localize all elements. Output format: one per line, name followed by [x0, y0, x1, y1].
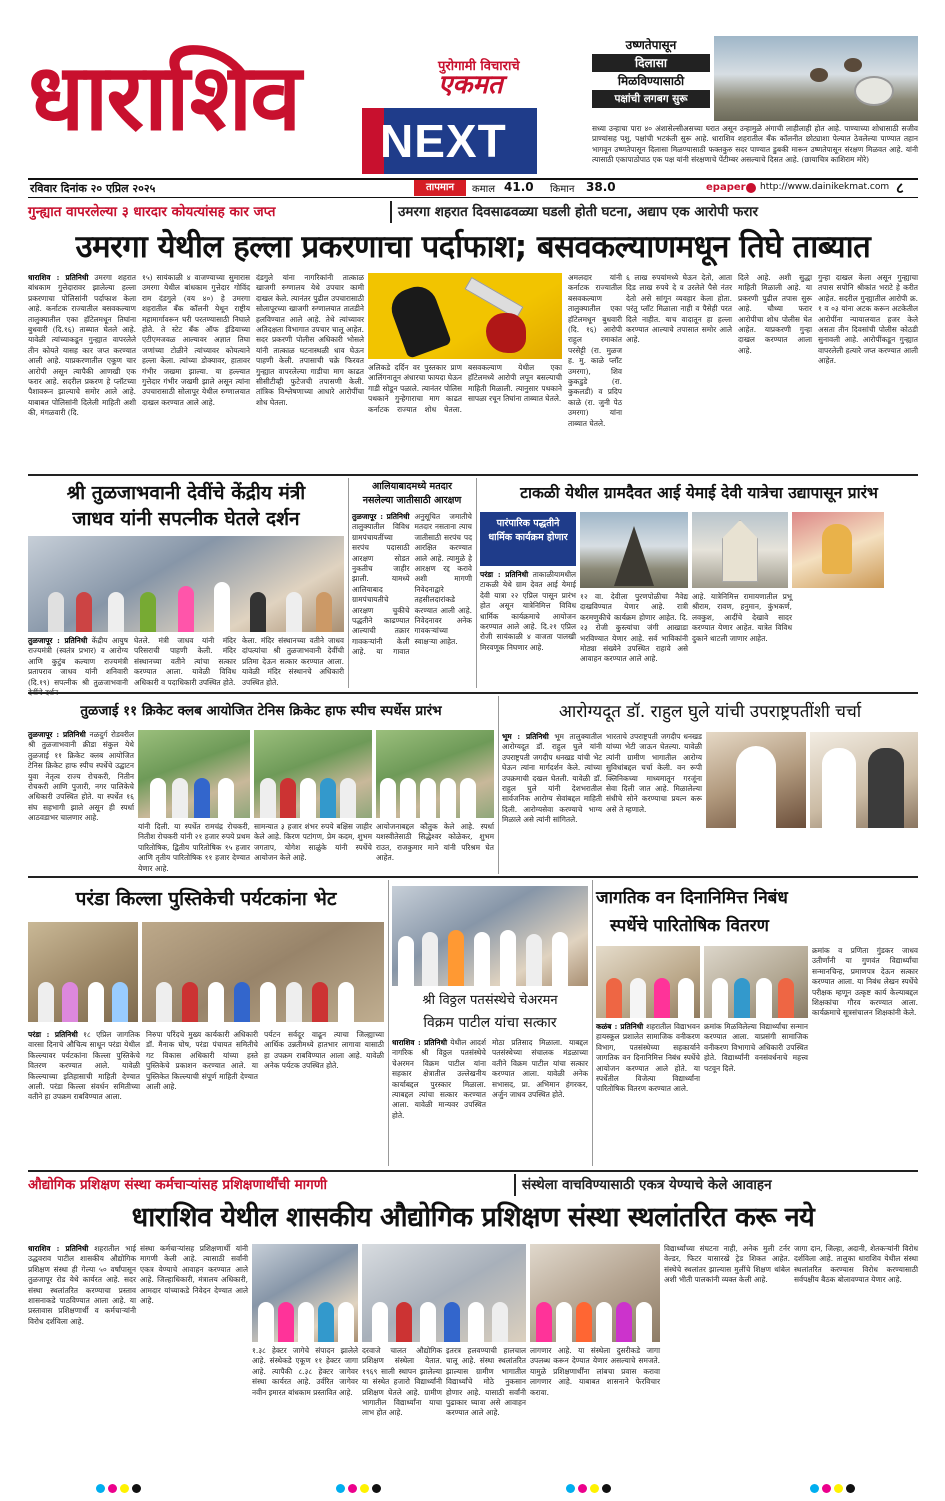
heat-box-title-3: मिळविण्यासाठी: [617, 74, 685, 88]
lead-col-2: १५) सायंकाळी ४ वाजण्याच्या सुमारास उमरगा येथील बांधकाम गुत्तेदार गोविंद राम दंडगुले (वय ४०) हे उमरगा शहरातील बँक कॉलनी येथून राष्ट्रीय महामार्गावरून घरी परतण्यासाठी निघाले होते. ते स्टेट बँक ऑफ इंडियाच्या एटीएमजवळ आल्यावर अज्ञात तिघा जणांच्या टोळीने त्यांच्यावर कोयत्याने हल्ला केला. त्यांच्या डोक्यावर, हातावर गंभीर जखमा झाल्या. या हल्ल्यात गुत्तेदार गंभीर जखमी झाले असून त्यांना उपचारासाठी सोलापूर येथील रुग्णालयात दाखल करण्यात आले आहे.: [142, 273, 250, 407]
lead-col-4: अलिकडे दर्दिन वर पुस्तकार प्राण आलिंगनातून अंधारचा फायदा घेऊन गाडी सोडून पळाले. त्यानंतर पोलिस पथकाने गुन्हेगाराचा माग काढत कर्नाटक राज्यात शोध घेतला. बसवकल्याण येथील एका हॉटेलमध्ये आरोपी लपून बसल्याची माहिती मिळाली. त्यानुसार पथकाने सापळा रचून तिघांना ताब्यात घेतले.: [368, 363, 562, 414]
iti-col-3: १.३८ हेक्टर जागेचे संपादन झालेले आहे. संस्थेकडे एकूण ११ हेक्टर जागा आहे. त्यापैकी ८.३८ हेक्टर जागेवर संस्था कार्यरत आहे. उर्वरित जागेवर नवीन इमारत बांधकाम प्रस्तावित आहे.: [252, 1346, 358, 1397]
vitthal-headline-2: विक्रम पाटील यांचा सत्कार: [423, 1015, 557, 1031]
cricket-col-1: तुळजापूर : प्रतिनिधी नळदुर्ग रोडवरील श्री तुळजाभवानी क्रीडा संकुल येथे तुळजाई ११ क्रिकेट क्लब आयोजित टेनिस क्रिकेट हाफ स्पीच स्पर्धेचे उद्घाटन युवा नेतृत्व राज्य रोचकरी, नितीन रोचकरी आणि पुजारी, नगर पालिकेचे अधिकारी उपस्थित होते. या स्पर्धेत १६ संघ सहभागी झाले असून ही स्पर्धा आठवडाभर चालणार आहे.: [28, 730, 134, 823]
takali-box-text: पारंपारिक पद्धतीने धार्मिक कार्यक्रम होणार: [488, 518, 568, 543]
lead-col-8: गुन्हा दाखल केला असून गुन्ह्याचा तपास सपोनि श्रीकांत भराटे हे करीत आहेत. सदरील गुन्ह्यातील आरोपी क्र. १ व ०३ यांना अटक करून अटकेतील आरोपींना न्यायालयात हजर केले असता तीन दिवसांची पोलीस कोठडी सुनावली आहे. आरोपींकडून गुन्ह्यात वापरलेली हत्यारे जप्त करण्यात आली आहेत.: [818, 273, 918, 366]
next-label: NEXT: [380, 115, 507, 167]
iti-col-7: विद्यार्थ्यांच्या संघटना नाही, अनेक मुली टर्नर वेल्डर, फिटर यासारखे ट्रेड शिकत आहेत. संस्थेचे स्थलांतर झाल्यास मुलींचे शिक्षण थांबेल अशी भीती पालकांनी व्यक्त केली आहे.: [664, 1244, 790, 1285]
story-takali: [480, 478, 918, 690]
van-col-3: क्रमांक व प्रणिता गुंडकर जाधव उतीर्णांनी या गुणवंत विद्यार्थ्यांचा सन्मानचिन्ह, प्रमाणपत्र देऊन सत्कार करण्यात आला. या निबंध लेखन स्पर्धेचे परीक्षक म्हणून उत्कृष्ट कार्य केल्याबद्दल शिक्षकांचा गौरव करण्यात आला. कार्यक्रमाचे सूत्रसंचालन शिक्षकांनी केले.: [812, 946, 918, 1018]
cricket-headline: तुळजाई ११ क्रिकेट क्लब आयोजित टेनिस क्रिकेट हाफ स्पीच स्पर्धेस प्रारंभ: [80, 703, 442, 719]
van-headline-1: जागतिक वन दिनानिमित्त निबंध: [596, 888, 788, 908]
tuljabhavani-col-3: केला. मंदिर संस्थानच्या वतीने जाधव दांपत्यांचा श्री तुळजाभवानी देवींची प्रतिमा देऊन सत्कार करण्यात आला. यावेळी मंदिर संस्थानचे अधिकारी उपस्थित होते.: [242, 636, 344, 687]
takali-col-1: परंडा : प्रतिनिधी ताकाळीयामधील टाकळी येथे ग्राम देवत आई येमाई देवी यात्रा २२ एप्रिल पासून प्रारंभ होत असून यात्रेनिमित्त विविध धार्मिक कार्यक्रमाचे आयोजन करण्यात आले आहे. दि.२१ एप्रिल रोजी सायंकाळी ४ वाजता पालखी मिरवणूक निघणार आहे.: [480, 570, 576, 652]
temp-label: तापमान: [414, 180, 466, 196]
temp-min-label: किमान: [550, 184, 575, 195]
cricket-col-2: यांनी दिली. या स्पर्धेत रामचंद्र रोचकरी, नितीश रोचकरी यांनी २१ हजार रुपये प्रथम पारितोषिक, द्वितीय पारितोषिक १५ हजार आणि तृतीय पारितोषिक ११ हजार देण्यात येणार आहे.: [138, 822, 251, 873]
ghule-headline: आरोग्यदूत डॉ. राहुल घुले यांची उपराष्ट्रपतींशी चर्चा: [558, 702, 862, 722]
lead-col-3: दंडगुले यांना नागरिकांनी तात्काळ खाजगी रुग्णालय येथे उपचार कामी दाखल केले. त्यानंतर पुढील उपचारासाठी सोलापूरच्या खाजगी रुग्णालयात तातडीने हलविण्यात आले आहे. तेथे त्यांच्यावर अतिदक्षता विभागात उपचार चालू आहेत. सदर प्रकरणी पोलीस अधिकारी भोसले यांनी तात्काळ घटनास्थळी धाव घेऊन पाहणी केली. तपासाची चक्रे फिरवत गुन्ह्यात वापरलेल्या गाडीचा माग काढत सीसीटीव्ही फुटेजची तपासणी केली. तांत्रिक विश्लेषणाच्या आधारे आरोपींचा शोध घेतला.: [256, 273, 364, 407]
epaper-label: epaper: [706, 182, 746, 193]
takali-col-2: १२ वा. देवीला पुरणपोळीचा नैवेद्य दाखविण्यात येणार आहे. रात्री करमणुकीचे कार्यक्रम होणार आहेत. दि. २३ रोजी कुस्त्यांचा जंगी आखाडा भरविण्यात येणार आहे. सर्व भाविकांनी मोठ्या संख्येने उपस्थित राहावे असे आवाहन करण्यात आले आहे.: [580, 592, 688, 664]
van-col-2: क्रमांक मिळविलेल्या विद्यार्थ्यांचा सन्मान करण्यात आला. याप्रसंगी सामाजिक वनीकरण विभागाचे अधिकारी उपस्थित होते. विद्यार्थ्यांनी वनसंवर्धनाचे महत्त्व पटवून दिले.: [704, 1022, 808, 1073]
page-number: ८: [896, 179, 904, 197]
iti-col-8: जागा दान, जिल्हा, अदानी, शेतकऱ्यांनी विरोध दर्शविला आहे. तालुका धाराशिव येथील संस्था स्थलांतरित करण्यास विरोध करण्यासाठी सर्वपक्षीय बैठक बोलावण्यात येणार आहे.: [794, 1244, 918, 1285]
lead-headline: उमरगा येथील हल्ला प्रकरणाचा पर्दाफाश; बसवकल्याणमधून तिघे ताब्यात: [75, 229, 871, 265]
iti-photo-2: [362, 1244, 526, 1342]
paranda-col-3: पर्यटन सर्वदूर वाढून त्याचा जिल्ह्याच्या आर्थिक उन्नतीमध्ये हातभार लागावा यासाठी हा उपक्रम राबविण्यात आला आहे. यावेळी अनेक पर्यटक उपस्थित होते.: [264, 1030, 384, 1071]
reservation-headline-2: नसलेल्या जातीसाठी आरक्षण: [362, 495, 462, 506]
takali-col-4-visible: [796, 592, 884, 688]
lead-col-7: दिले आहे. अशी सुद्धा माहिती मिळाली आहे. या प्रकरणी पुढील तपास सुरू आहे. चौथ्या फरार आरोपीचा शोध पोलीस घेत आहेत. याप्रकरणी गुन्हा दाखल करण्यात आला आहे.: [738, 273, 812, 355]
iti-col-1: धाराशिव : प्रतिनिधी शहरातील भाई उद्धवराव पाटील शासकीय औद्योगिक प्रशिक्षण संस्था ही गेल्या ५० वर्षांपासून तुळजापूर रोड येथे कार्यरत आहे. सदर संस्था स्थलांतरित करण्याचा प्रस्ताव शासनाकडे पाठविण्यात आला आहे. या प्रस्तावास प्रशिक्षणार्थी व कर्मचाऱ्यांनी विरोध दर्शविला आहे.: [28, 1244, 136, 1326]
lead-col-1: धाराशिव : प्रतिनिधी उमरगा शहरात बांधकाम गुत्तेदारावर झालेल्या हल्ला प्रकरणाचा पोलिसांनी पर्दाफाश केला आहे. कर्नाटक राज्यातील बसवकल्याण तालुक्यातील एका हॉटेलमधून तिघांना बुधवारी (दि.१६) ताब्यात घेतले आहे. यावेळी त्यांच्याकडून गुन्ह्यात वापरलेले तीन कोयते यासह कार जप्त करण्यात आली आहे. याप्रकरणातील एकूण चार आरोपी असून त्यापैकी आणखी एक फरार आहे. सदरील प्रकरण हे प्लॉटच्या पैशावरून झाल्याचे समोर आले आहे. याबाबत पोलिसांनी दिलेली माहिती अशी की, मंगळवारी (दि.: [28, 273, 136, 418]
masthead-tagline: पुरोगामी विचाराचे: [438, 59, 520, 74]
story-cricket: [28, 696, 494, 874]
takali-headline: टाकळी येथील ग्रामदैवत आई येमाई देवी यात्रेचा उद्यापासून प्रारंभ: [520, 484, 878, 502]
reservation-headline-1: आलियाबादमध्ये मतदार: [371, 481, 453, 492]
masthead: [0, 0, 945, 200]
tuljabhavani-headline-1: श्री तुळजाभवानी देवींचे केंद्रीय मंत्री: [66, 482, 306, 504]
temple-photo-2: [692, 512, 788, 588]
story-reservation: [352, 478, 472, 690]
temp-min: 38.0: [586, 180, 616, 194]
tuljabhavani-col-2: घेतले. मंत्री जाधव यांनी मंदिर परिसराची पाहणी केली. मंदिर संस्थानच्या वतीने त्यांचा सत्कार करण्यात आला. यावेळी विविध अधिकारी व पदाधिकारी उपस्थित होते.: [134, 636, 236, 687]
attack-illustration: [368, 273, 562, 359]
story-ghule: [502, 696, 918, 874]
ghule-photo-1: [706, 732, 806, 828]
cricket-photo-3: [376, 730, 494, 818]
lead-kicker: [28, 201, 918, 223]
cricket-col-4: आयोजनाबद्दल कौतुक केले आहे. स्पर्धा यशस्वीतेसाठी सिद्धेश्वर कोळेकर, शुभम राउत, राजकुमार माने यांनी परिश्रम घेत आहेत.: [376, 822, 494, 863]
ghule-col-1: भूम : प्रतिनिधी भूम तालुक्यातील आरोग्यदूत डॉ. राहुल घुले यांनी उपराष्ट्रपती जगदीप धनखड यांची भेट घेऊन त्यांना मार्गदर्शन केले. त्यांच्या उपक्रमाची दखल घेतली. यावेळी डॉ. राहुल घुले यांनी देशभरातील सार्वजनिक आरोग्य सेवांबद्दल माहिती दिली. आरोग्यसेवा करण्याचे भाग्य मिळाले असे त्यांनी सांगितले.: [502, 732, 602, 825]
date-line: रविवार दिनांक २० एप्रिल २०२५: [30, 182, 156, 195]
takali-col-5: [888, 512, 918, 688]
ghule-col-2: भारताचे उपराष्ट्रपती जगदीप धनखड यांच्या भेटी जाऊन घेतल्या. यावेळी त्यांनी ग्रामीण भागातील आरोग्य सुविधांबद्दल चर्चा केली. वन रूपी क्लिनिकच्या माध्यमातून गरजूंना सेवा दिली जात आहे. मिळालेल्या संधीचे सोने करण्याचा प्रयत्न करू असे ते म्हणाले.: [606, 732, 702, 814]
next-logo: [362, 108, 537, 174]
lead-story: [28, 201, 918, 473]
cricket-col-3: सामन्यात ३ हजार शंभर रुपये बक्षिस जाहीर केले आहे. किरण पटांगण, प्रेम कदम, शुभम जगताप, योगेश साळुंके यांनी स्पर्धेचे आयोजन केले आहे.: [254, 822, 372, 863]
lead-kicker-text: गुन्ह्यात वापरलेल्या ३ धारदार कोयत्यांसह कार जप्त: [28, 204, 276, 220]
paranda-col-1: परंडा : प्रतिनिधी १८ एप्रिल जागतिक वारसा दिनाचे औचित्य साधून परंडा येथील किल्ल्यावर पर्यटकांना किल्ला पुस्तिकेचे वितरण करण्यात आले. यावेळी किल्ल्याच्या इतिहासाची माहिती देण्यात आली. परंडा किल्ला संवर्धन समितीच्या वतीने हा उपक्रम राबविण्यात आला.: [28, 1030, 140, 1102]
iti-col-4: दरवाजे चालत औद्योगिक प्रशिक्षण संस्थेला येतात. १९६९ साली स्थापन झालेल्या या संस्थेत हजारो विद्यार्थ्यांनी प्रशिक्षण घेतले आहे. ग्रामीण भागातील विद्यार्थ्यांना याचा लाभ होत आहे.: [362, 1346, 442, 1418]
story-vitthal: [392, 880, 588, 1168]
tuljabhavani-photo: [28, 536, 344, 632]
iti-kicker: औद्योगिक प्रशिक्षण संस्था कर्मचाऱ्यांसह प्रशिक्षणार्थींची मागणी: [28, 1177, 328, 1193]
paranda-headline: परंडा किल्ला पुस्तिकेची पर्यटकांना भेट: [75, 888, 337, 910]
tuljabhavani-headline-2: जाधव यांनी सपत्नीक घेतले दर्शन: [72, 508, 300, 530]
lead-col-6: ६ लाख रुपयांमध्ये घेऊन देतो, आता दिड लाख रुपये दे व उरलेले पैसे नंतर देतो असे सांगून व्यवहार केला होता. परंतु प्लॉट मिळाला नाही व पैसेही परत दिले नाहीत. याच वादातून हा हल्ला करण्यात आल्याचे तपासात समोर आले आहे.: [626, 273, 732, 345]
website-link[interactable]: http://www.dainikekmat.com: [760, 182, 890, 192]
cricket-photo-1: [138, 730, 250, 818]
takali-box: [480, 512, 576, 566]
story-paranda: [28, 880, 384, 1168]
van-photo-2: [704, 946, 808, 1018]
heat-box-title-1: उष्णतेपासून: [625, 38, 677, 52]
vitthal-col-1: धाराशिव : प्रतिनिधी येथील आदर्श नागरिक श्री विठ्ठल पतसंस्थेचे चेअरमन विक्रम पाटील यांना सहकार क्षेत्रातील उल्लेखनीय कार्याबद्दल पुरस्कार मिळाला. त्याबद्दल त्यांचा सत्कार करण्यात आला. यावेळी मान्यवर उपस्थित होते.: [392, 1038, 486, 1120]
iti-photo-1: [252, 1244, 358, 1342]
temp-badge: [414, 180, 650, 196]
ghule-photo-2: [810, 732, 918, 828]
heat-box-title-4: पक्षांची लगबग सुरू: [592, 90, 710, 108]
lead-sub: उमरगा शहरात दिवसाढवळ्या घडली होती घटना, अद्याप एक आरोपी फरार: [390, 201, 758, 223]
heat-relief-box: [592, 36, 918, 121]
iti-photo-3: [530, 1244, 660, 1342]
paranda-photo-2: [142, 922, 384, 1022]
tuljabhavani-col-1: तुळजापूर : प्रतिनिधी केंद्रीय आयुष राज्यमंत्री (स्वतंत्र प्रभार) व आरोग्य आणि कुटुंब कल्याण राज्यमंत्री प्रतापराव जाधव यांनी शनिवारी (दि.१९) सपत्नीक श्री तुळजाभवानी: [28, 636, 128, 687]
iti-kicker-row: [28, 1174, 918, 1196]
van-photo-1: [596, 946, 700, 1018]
brand-logo: एकमत: [438, 70, 503, 100]
heat-box-body: सध्या उन्हाचा पारा ४० अंशासेल्सीअसच्या घरात असून उन्हामुळे अंगाची लाहीलाही होत आहे. पाण्याच्या शोधासाठी सजीव प्राण्यांसह पशु, पक्षांची भटकंती सुरू आहे. धाराशिव शहरातील बँक कॉलनीत छोट्याशा पेल्यात ठेवलेल्या पाण्यात तहान भागवून उष्णतेपासून दिलासा मिळण्यासाठी फक्तकुरु सदर पाण्यात डुबकी मारून उष्णतेपासून संरक्षण मिळवत आहे. यांनी त्यासाठी एकापाठोपाठ एक पक्ष यांनी संरक्षणाचे पेंटीम्बर असल्याचे दिसत आहे. (छायाचित्र काशिराम मोरे): [592, 124, 918, 165]
birds-photo: [714, 36, 918, 121]
iti-col-6: लागणार आहे. या संस्थेला दुसरीकडे जागा उपलब्ध करून देण्यात येणार असल्याचे समजते. यामुळे प्रशिक्षणार्थींना लांबचा प्रवास करावा लागणार आहे. याबाबत शासनाने फेरविचार करावा.: [530, 1346, 660, 1397]
paranda-col-2: निरुपा परिंदचे मुख्य कार्यकारी अधिकारी डॉ. मैनाक घोष, परंडा पंचायत समितीचे गट विकास अधिकारी यांच्या हस्ते पुस्तिकेचे प्रकाशन करण्यात आले. या पुस्तिकेत किल्ल्याची संपूर्ण माहिती देण्यात आली आहे.: [146, 1030, 258, 1092]
masthead-title: धाराशिव: [28, 44, 300, 151]
iti-col-2: संस्था कर्मचाऱ्यांसह प्रशिक्षणार्थी यांनी मागणी केली आहे. त्यासाठी सर्वांनी एकत्र येण्याचे आवाहन करण्यात आले आहे. जिल्हाधिकारी, मंत्रालय अधिकारी, आमदार यांच्याकडे निवेदन देण्यात आले आहे.: [140, 1244, 248, 1306]
story-van: [596, 880, 918, 1168]
temple-photo-1: [580, 512, 688, 588]
iti-col-5: इतरत्र हलवण्याची हालचाल चालू आहे. संस्था स्थलांतरित झाल्यास ग्रामीण भागातील विद्यार्थ्यांचे मोठे नुकसान होणार आहे. यासाठी सर्वांनी पुढाकार घ्यावा असे आवाहन करण्यात आले आहे.: [446, 1346, 526, 1418]
reservation-body: तुळजापूर : प्रतिनिधी तालुक्यातील विविध ग्रामपंचायतींच्या सरपंच पदासाठी आरक्षण सोडत नुकतीच जाहीर झाली. यामध्ये आलियाबाद ग्रामपंचायतीचे आरक्षण चुकीचे पद्धतीने काढण्यात आल्याची तक्रार गावकऱ्यांनी केली आहे. या गावात अनुसूचित जमातीचे मतदार नसताना त्याच जातीसाठी सरपंच पद आरक्षित करण्यात आले आहे. त्यामुळे हे आरक्षण रद्द करावे अशी मागणी निवेदनाद्वारे तहसीलदारांकडे करण्यात आली आहे. निवेदनावर अनेक गावकऱ्यांच्या स्वाक्षऱ्या आहेत.: [352, 512, 472, 657]
globe-icon: [746, 183, 756, 193]
van-headline-2: स्पर्धेचे पारितोषिक वितरण: [610, 916, 769, 936]
paranda-photo-1: [28, 922, 138, 1022]
heat-box-title-2: दिलासा: [592, 54, 710, 72]
iti-headline: धाराशिव येथील शासकीय औद्योगिक प्रशिक्षण संस्था स्थलांतरित करू नये: [131, 1202, 815, 1233]
van-col-1: कळंब : प्रतिनिधी शहरातील विद्याभवन हायस्कूल प्रशालेत सामाजिक वनीकरण विभाग, पतसंस्थेच्या सहकार्याने जागतिक वन दिनानिमित्त निबंध स्पर्धेचे आयोजन करण्यात आले होते. या स्पर्धेतील विजेत्या विद्यार्थ्यांना पारितोषिक वितरण करण्यात आले.: [596, 1022, 700, 1094]
cricket-photo-2: [254, 730, 372, 818]
story-tuljabhavani: [28, 478, 344, 690]
lead-col-5: अमलदार यांनी कर्नाटक राज्यातील बसवकल्याण तालुक्यातील एका हॉटेलमधून बुधवारी (दि. १६) आरोपी राहुल रमाकांत परसेट्टी (रा. मुळज ह. मु. काळे प्लॉट उमरगा), शिव कुकडुडे (रा. कुकलडी) व प्रदिप काळे (रा. जुनी पेठ उमरगा) यांना ताब्यात घेतले.: [568, 273, 622, 428]
deity-photo: [792, 512, 884, 588]
takali-col-3: आहे. यात्रेनिमित्त रामायणातील प्रभू श्रीराम, रावण, हनुमान, कुंभकर्ण, लवकुश, आदींचे देखावे सादर करण्यात येणार आहेत. यात्रेत विविध दुकाने थाटली जाणार आहेत.: [692, 592, 792, 643]
temp-max-label: कमाल: [472, 184, 496, 195]
temp-max: 41.0: [504, 180, 534, 194]
story-iti: [28, 1174, 918, 1476]
vitthal-col-2: मोठा प्रतिसाद मिळाला. याबद्दल पतसंस्थेच्या संचालक मंडळाच्या वतीने विक्रम पाटील यांचा सत्कार करण्यात आला. यावेळी अनेक सभासद, प्रा. अभिमान हंगरकर, अर्जुन जाधव उपस्थित होते.: [492, 1038, 588, 1100]
iti-kicker-2: संस्थेला वाचविण्यासाठी एकत्र येण्याचे केले आवाहन: [514, 1174, 772, 1196]
vitthal-headline-1: श्री विठ्ठल पतसंस्थेचे चेअरमन: [422, 993, 558, 1008]
vitthal-photo: [392, 886, 588, 986]
